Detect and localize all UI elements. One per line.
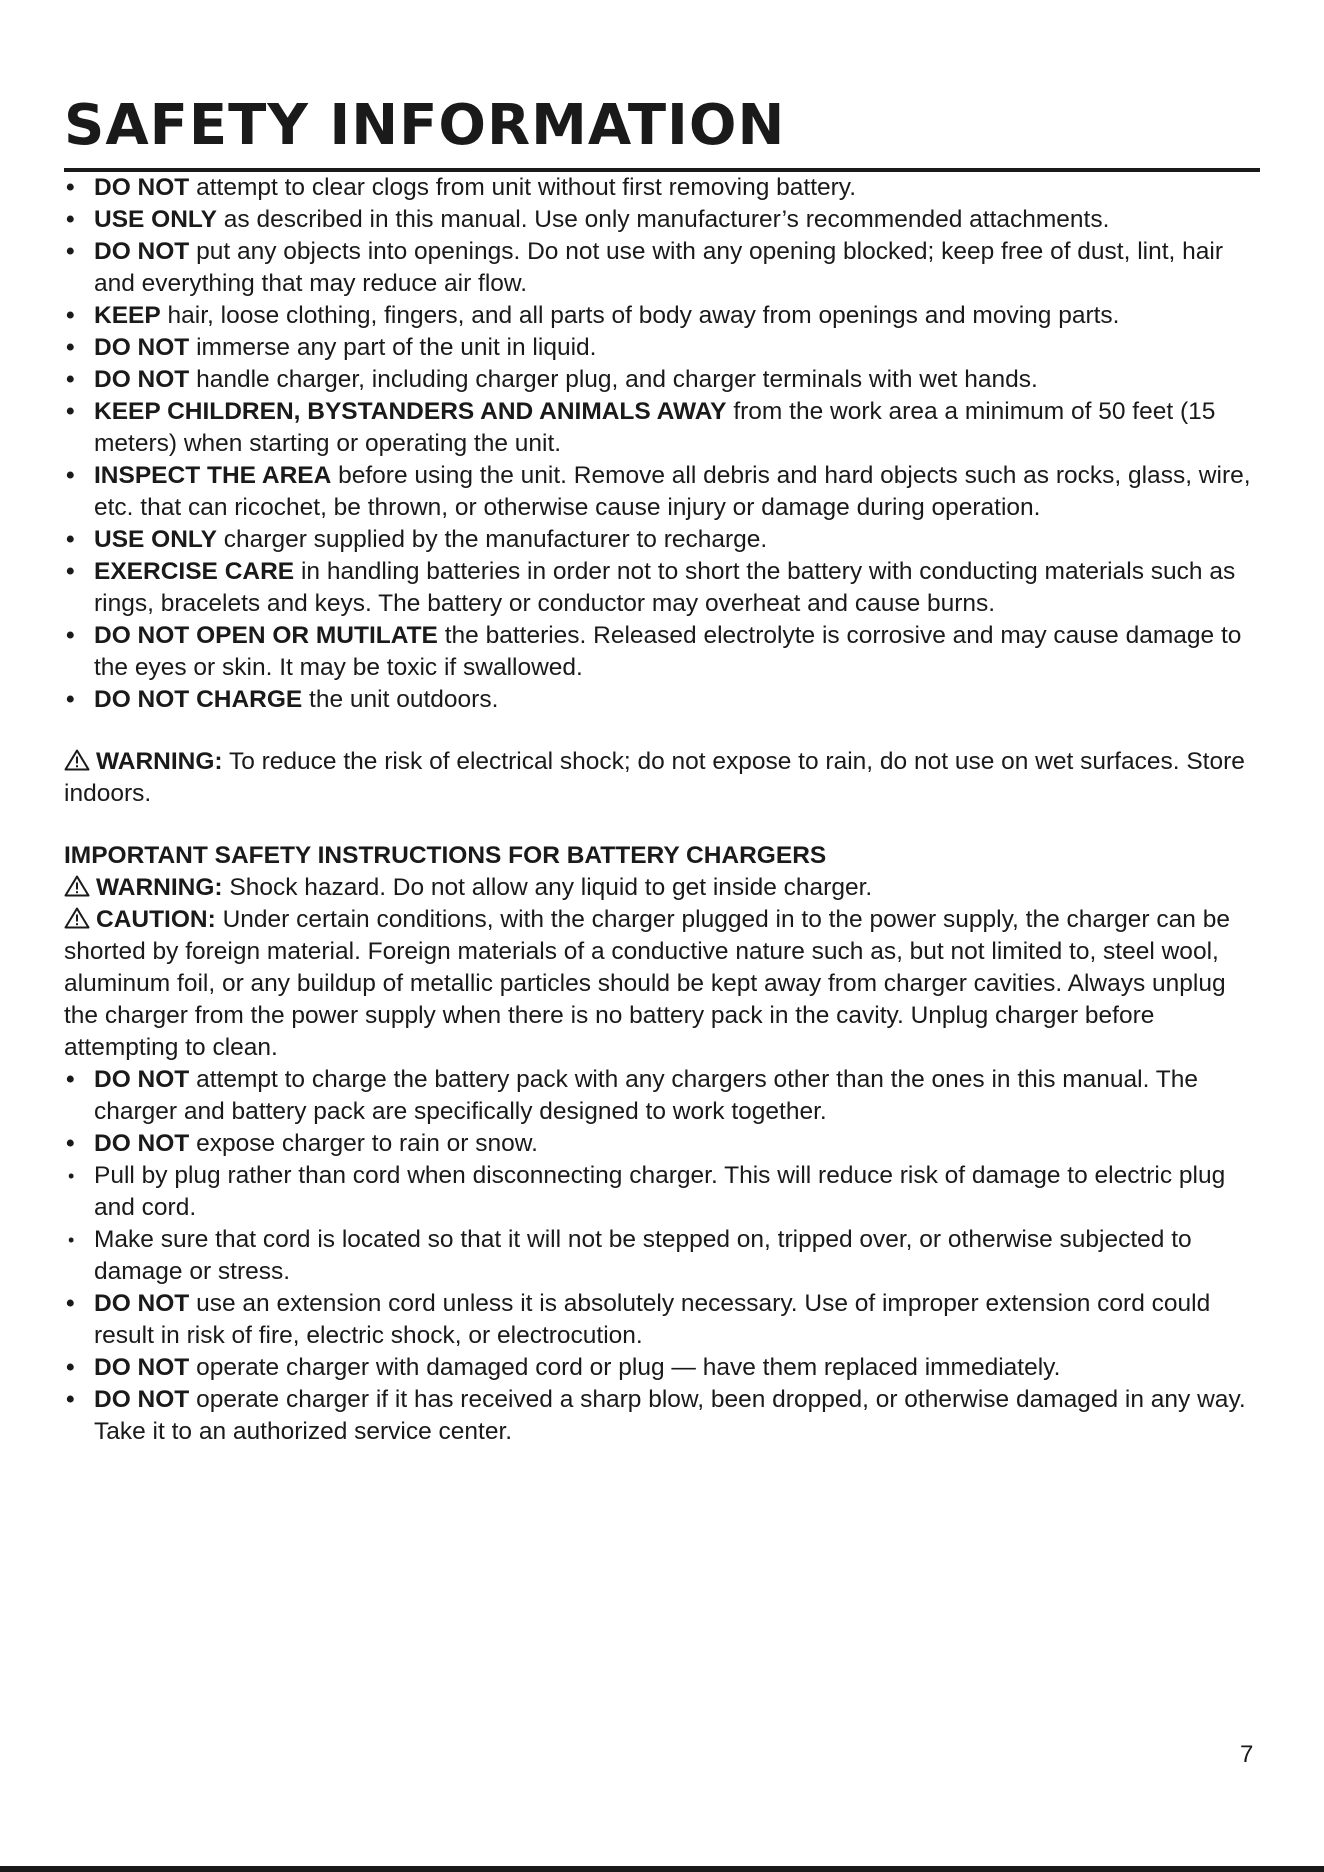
list-item: • DO NOT OPEN OR MUTILATE the batteries. Released electrolyte is corrosive and may cause damage to the eyes or skin. It may be toxic if swallowed.: [66, 622, 1242, 681]
bullet: •: [66, 622, 75, 649]
list-item: • Pull by plug rather than cord when disconnecting charger. This will reduce risk of damage to electric plug and cord.: [68, 1162, 1226, 1221]
list-item: • KEEP hair, loose clothing, fingers, and all parts of body away from openings and moving parts.: [64, 300, 1260, 332]
list-item: • USE ONLY as described in this manual. Use only manufacturer’s recommended attachments.: [64, 204, 1260, 236]
list-item: • DO NOT use an extension cord unless it is absolutely necessary. Use of improper extension cord could result in risk of fire, electric shock, or electrocution.: [66, 1290, 1211, 1349]
warning-label: WARNING:: [96, 874, 223, 901]
charger-warning: [64, 872, 1260, 904]
manual-page: [64, 92, 1260, 1448]
list-item: • DO NOT put any objects into openings. Do not use with any opening blocked; keep free of dust, lint, hair and everything that may reduce air flow.: [66, 238, 1224, 297]
charger-safety-list: [64, 1064, 1260, 1448]
bullet: •: [66, 398, 75, 425]
bullet: •: [66, 302, 75, 329]
bullet: •: [66, 1066, 75, 1093]
charger-caution: [64, 904, 1260, 1064]
list-item: • DO NOT CHARGE the unit outdoors.: [64, 684, 1260, 716]
general-safety-list: [64, 172, 1260, 716]
warning-text: To reduce the risk of electrical shock; do not expose to rain, do not use on wet surfaces. Store indoors.: [64, 748, 1245, 807]
list-item: • INSPECT THE AREA before using the unit. Remove all debris and hard objects such as rocks, glass, wire, etc. that can ricochet, be thrown, or otherwise cause injury or damage during operation.: [66, 462, 1251, 521]
warning-paragraph: [64, 746, 1260, 810]
warning-triangle-icon: [64, 907, 90, 929]
list-item: • USE ONLY charger supplied by the manufacturer to recharge.: [64, 524, 1260, 556]
charger-section-heading: IMPORTANT SAFETY INSTRUCTIONS FOR BATTERY CHARGERS: [64, 842, 827, 869]
bullet: •: [66, 1290, 75, 1317]
list-item: • EXERCISE CARE in handling batteries in order not to short the battery with conducting materials such as rings, bracelets and keys. The battery or conductor may overheat and cause burns.: [66, 558, 1236, 617]
bullet: •: [66, 558, 75, 585]
warning-triangle-icon: [64, 875, 90, 897]
bullet: •: [66, 462, 75, 489]
bullet: •: [66, 526, 75, 553]
bullet: •: [66, 1386, 75, 1413]
list-item: • DO NOT operate charger if it has received a sharp blow, been dropped, or otherwise damaged in any way. Take it to an authorized service center.: [66, 1386, 1246, 1445]
bullet: •: [68, 1230, 75, 1250]
caution-label: CAUTION:: [96, 906, 216, 933]
bullet: •: [66, 1130, 75, 1157]
bullet: •: [66, 174, 75, 201]
caution-text: Under certain conditions, with the charger plugged in to the power supply, the charger can be shorted by foreign material. Foreign materials of a conductive nature such as, but not limited to, steel wool, aluminum foil, or any buildup of metallic particles should be kept away from charger cavities. Always unplug the charger from the power supply when there is no battery pack in the cavity. Unplug charger before attempting to clean.: [64, 906, 1230, 1061]
warning-label: WARNING:: [96, 748, 223, 775]
bullet: •: [66, 334, 75, 361]
list-item: • DO NOT attempt to charge the battery pack with any chargers other than the ones in this manual. The charger and battery pack are specifically designed to work together.: [66, 1066, 1198, 1125]
list-item: • DO NOT handle charger, including charger plug, and charger terminals with wet hands.: [64, 364, 1260, 396]
list-item: • DO NOT immerse any part of the unit in liquid.: [64, 332, 1260, 364]
warning-text: Shock hazard. Do not allow any liquid to get inside charger.: [222, 874, 873, 901]
list-item: • DO NOT attempt to clear clogs from unit without first removing battery.: [64, 172, 1260, 204]
list-item: • DO NOT operate charger with damaged cord or plug — have them replaced immediately.: [64, 1352, 1260, 1384]
bullet: •: [66, 238, 75, 265]
list-item: • DO NOT expose charger to rain or snow.: [64, 1128, 1260, 1160]
bullet: •: [66, 206, 75, 233]
page-title: SAFETY INFORMATION: [64, 92, 1260, 172]
page-number: 7: [1240, 1741, 1254, 1768]
bottom-rule: [0, 1866, 1324, 1872]
bullet: •: [68, 1166, 75, 1186]
list-item: • Make sure that cord is located so that it will not be stepped on, tripped over, or otherwise subjected to damage or stress.: [68, 1226, 1192, 1285]
list-item: • KEEP CHILDREN, BYSTANDERS AND ANIMALS AWAY from the work area a minimum of 50 feet (15 meters) when starting or operating the unit.: [66, 398, 1216, 457]
bullet: •: [66, 366, 75, 393]
bullet: •: [66, 686, 75, 713]
bullet: •: [66, 1354, 75, 1381]
warning-triangle-icon: [64, 749, 90, 771]
